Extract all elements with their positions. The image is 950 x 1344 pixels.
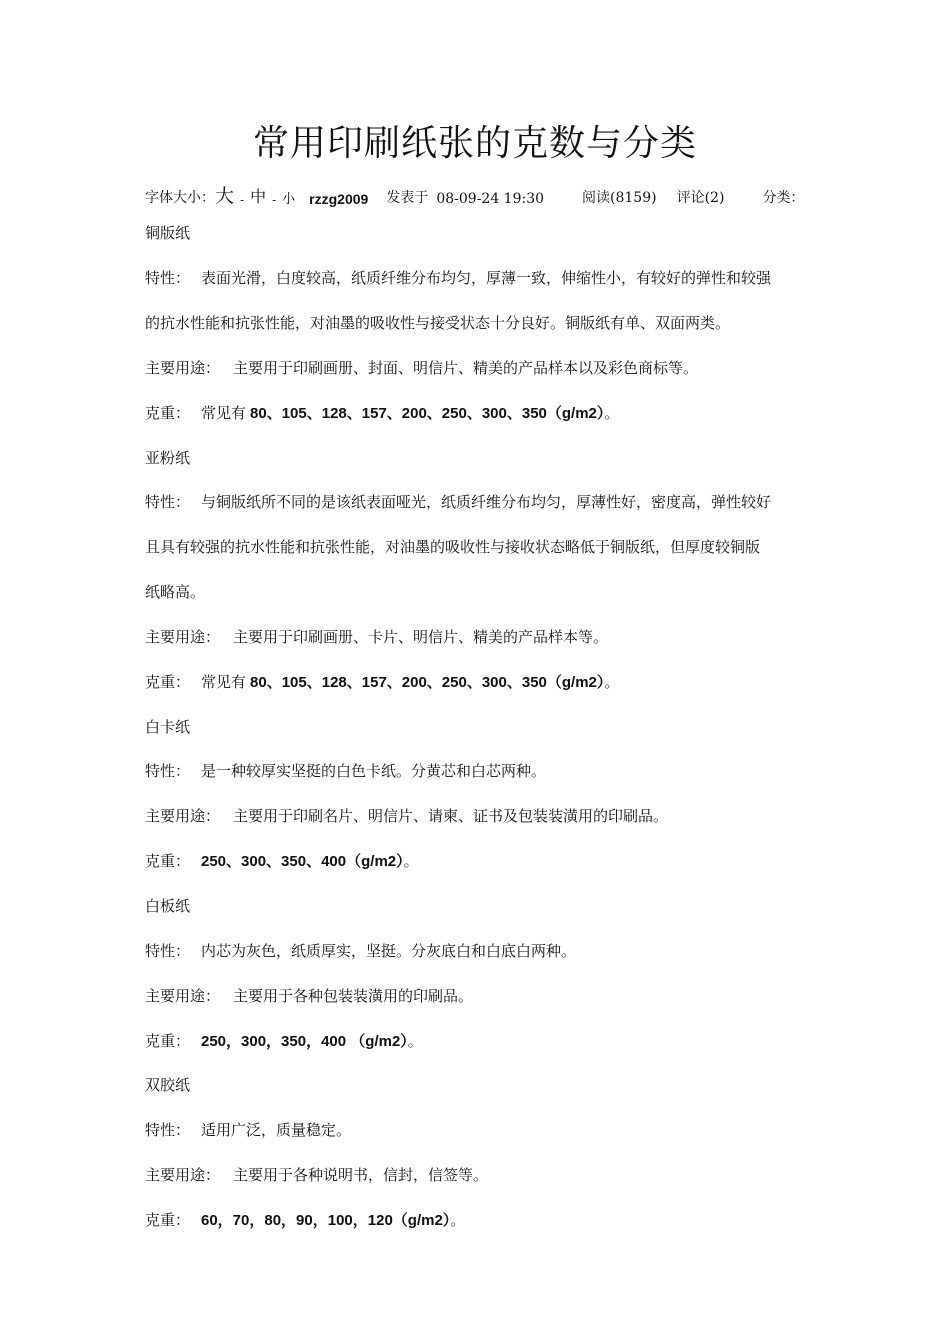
usage-text: 主要用于各种说明书，信封，信签等。 (233, 1166, 489, 1184)
weight-line (145, 850, 825, 873)
weight-prefix: 常见有 (201, 673, 247, 691)
posted-label: 发表于 (386, 190, 429, 206)
weight-label: 克重： (145, 852, 191, 870)
weight-end: 。 (604, 404, 620, 422)
weight-line (145, 1030, 825, 1053)
comment-count-link[interactable]: 评论(2) (676, 190, 725, 206)
usage-label: 主要用途： (145, 628, 221, 646)
usage-label: 主要用途： (145, 1166, 221, 1184)
usage-line (145, 1164, 825, 1186)
property-text-continued: 纸略高。 (145, 583, 206, 601)
property-line (145, 940, 825, 962)
weight-label: 克重： (145, 1211, 191, 1229)
property-line (145, 267, 825, 289)
weight-values: 60，70，80，90，100，120 (201, 1212, 393, 1229)
usage-text: 主要用于印刷名片、明信片、请柬、证书及包装装潢用的印刷品。 (233, 807, 669, 825)
property-label: 特性： (145, 1121, 191, 1139)
font-size-small-link[interactable]: 小 (282, 192, 296, 207)
weight-unit: （g/m2） (346, 853, 404, 870)
font-size-label: 字体大小： (145, 190, 215, 206)
section-heading: 白卡纸 (145, 718, 191, 736)
weight-values: 80、105、128、157、200、250、300、350 (250, 674, 547, 691)
usage-text: 主要用于印刷画册、卡片、明信片、精美的产品样本等。 (233, 628, 609, 646)
usage-text: 主要用于各种包装装潢用的印刷品。 (233, 987, 474, 1005)
usage-line (145, 805, 825, 827)
property-text-continued: 的抗水性能和抗张性能，对油墨的吸收性与接受状态十分良好。铜版纸有单、双面两类。 (145, 314, 731, 332)
weight-unit: （g/m2） (546, 674, 605, 691)
weight-label: 克重： (145, 673, 191, 691)
post-meta (145, 175, 804, 207)
usage-text: 主要用于印刷画册、封面、明信片、精美的产品样本以及彩色商标等。 (233, 359, 699, 377)
section-heading: 铜版纸 (145, 224, 191, 242)
read-count: 阅读(8159) (582, 190, 657, 206)
author-link[interactable]: rzzg2009 (309, 191, 369, 207)
weight-end: 。 (407, 1032, 423, 1050)
property-text: 适用广泛，质量稳定。 (201, 1121, 352, 1139)
font-size-large-link[interactable]: 大 (215, 185, 235, 207)
weight-values: 250、300、350、400 (201, 853, 347, 870)
weight-label: 克重： (145, 404, 191, 422)
property-text: 与铜版纸所不同的是该纸表面哑光，纸质纤维分布均匀，厚薄性好，密度高，弹性较好 (201, 493, 772, 511)
usage-label: 主要用途： (145, 807, 221, 825)
property-line (145, 1119, 825, 1141)
weight-end: 。 (450, 1211, 466, 1229)
posted-time: 08-09-24 19:30 (436, 191, 545, 207)
page-title: 常用印刷纸张的克数与分类 (252, 123, 697, 165)
usage-label: 主要用途： (145, 359, 221, 377)
category-label: 分类： (762, 190, 805, 206)
weight-unit: （g/m2） (392, 1212, 451, 1229)
property-text: 是一种较厚实坚挺的白色卡纸。分黄芯和白芯两种。 (201, 762, 547, 780)
usage-line (145, 357, 825, 379)
property-text-continued: 且具有较强的抗水性能和抗张性能，对油墨的吸收性与接收状态略低于铜版纸，但厚度较铜版 (145, 538, 761, 556)
weight-unit: （g/m2） (346, 1033, 408, 1050)
property-line (145, 491, 825, 513)
weight-prefix: 常见有 (201, 404, 247, 422)
usage-line (145, 985, 825, 1007)
property-text: 表面光滑，白度较高，纸质纤维分布均匀，厚薄一致，伸缩性小，有较好的弹性和较强 (201, 269, 772, 287)
weight-line (145, 1209, 825, 1232)
property-label: 特性： (145, 942, 191, 960)
weight-values: 80、105、128、157、200、250、300、350 (250, 405, 547, 422)
section-heading: 亚粉纸 (145, 449, 191, 467)
property-label: 特性： (145, 762, 191, 780)
font-size-medium-link[interactable]: 中 (250, 187, 267, 206)
property-line (145, 760, 825, 782)
separator: - (272, 193, 277, 207)
property-text: 内芯为灰色，纸质厚实，坚挺。分灰底白和白底白两种。 (201, 942, 577, 960)
weight-values: 250，300，350，400 (201, 1033, 347, 1050)
weight-unit: （g/m2） (546, 405, 605, 422)
usage-line (145, 626, 825, 648)
property-label: 特性： (145, 493, 191, 511)
usage-label: 主要用途： (145, 987, 221, 1005)
weight-line (145, 402, 825, 425)
weight-line (145, 671, 825, 694)
weight-label: 克重： (145, 1032, 191, 1050)
separator: - (240, 193, 245, 207)
weight-end: 。 (403, 852, 419, 870)
weight-end: 。 (604, 673, 620, 691)
section-heading: 白板纸 (145, 897, 191, 915)
property-label: 特性： (145, 269, 191, 287)
section-heading: 双胶纸 (145, 1076, 191, 1094)
